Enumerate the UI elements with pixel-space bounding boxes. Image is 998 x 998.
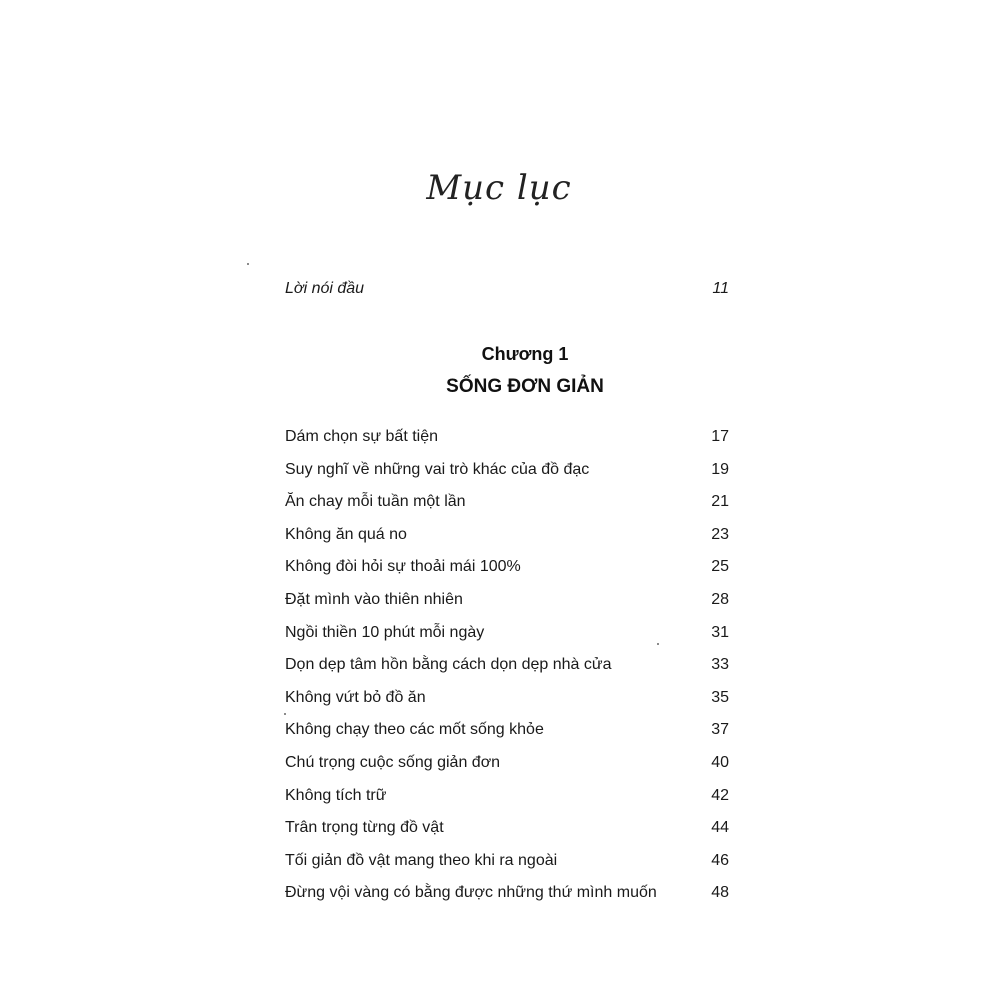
toc-entry <box>285 718 731 751</box>
toc-entry-page: 33 <box>711 656 729 674</box>
toc-entry <box>285 816 731 849</box>
toc-entry <box>285 751 731 784</box>
toc-entry-label: Không vứt bỏ đồ ăn <box>285 688 426 706</box>
toc-entry-label: Ngồi thiền 10 phút mỗi ngày <box>285 623 485 641</box>
toc-entry <box>285 849 731 882</box>
chapter-title: SỐNG ĐƠN GIẢN <box>446 376 604 397</box>
toc-entry-page: 23 <box>711 525 729 543</box>
toc-entry-label: Không ăn quá no <box>285 525 407 543</box>
toc-entry-label: Trân trọng từng đồ vật <box>285 819 444 837</box>
toc-entry-page: 19 <box>711 460 729 478</box>
toc-entry-page: 21 <box>711 493 729 511</box>
toc-entry-page: 44 <box>711 819 729 837</box>
toc-entry-page: 25 <box>711 558 729 576</box>
toc-entry-label: Đặt mình vào thiên nhiên <box>285 590 463 608</box>
toc-entry-label: Tối giản đồ vật mang theo khi ra ngoài <box>285 851 558 869</box>
scan-speck <box>247 263 249 265</box>
toc-entry-page: 46 <box>711 851 729 869</box>
toc-title: Mục lục <box>426 168 572 208</box>
toc-entry-label: Dọn dẹp tâm hồn bằng cách dọn dẹp nhà cửa <box>285 656 612 674</box>
toc-entry-page: 17 <box>711 428 729 445</box>
toc-entry-label: Chú trọng cuộc sống giản đơn <box>285 753 501 771</box>
toc-entry-label: Không đòi hỏi sự thoải mái 100% <box>285 558 521 576</box>
toc-entry-label: Ăn chay mỗi tuần một lần <box>285 493 466 511</box>
toc-entry <box>285 425 731 458</box>
toc-entry-label: Suy nghĩ về những vai trò khác của đồ đạc <box>285 460 590 478</box>
toc-entry-label: Không tích trữ <box>285 786 387 804</box>
toc-entry <box>285 653 731 686</box>
toc-entry <box>285 881 731 914</box>
toc-entry-page: 11 <box>712 280 729 297</box>
toc-entry-page: 35 <box>711 688 729 706</box>
scan-speck <box>284 713 286 715</box>
toc-entry <box>285 621 731 654</box>
toc-entry-page: 28 <box>711 590 729 608</box>
scan-speck <box>657 643 659 645</box>
toc-entry-page: 40 <box>711 753 729 771</box>
toc-entry <box>285 588 731 621</box>
toc-entry-page: 37 <box>711 721 729 739</box>
chapter-heading: Chương 1 <box>481 344 569 364</box>
toc-entry-label: Lời nói đầu <box>285 280 365 297</box>
toc-entry-list <box>285 425 731 914</box>
toc-entry-page: 31 <box>711 623 729 641</box>
toc-entry-label: Đừng vội vàng có bằng được những thứ mình muốn <box>285 884 657 902</box>
toc-entry-page: 48 <box>711 884 729 902</box>
toc-entry <box>285 523 731 556</box>
toc-entry <box>285 458 731 491</box>
toc-entry <box>285 555 731 588</box>
toc-entry <box>285 784 731 817</box>
toc-entry-label: Dám chọn sự bất tiện <box>285 428 439 445</box>
toc-entry <box>285 490 731 523</box>
toc-entry-preface <box>285 280 731 304</box>
toc-entry-page: 42 <box>711 786 729 804</box>
toc-entry <box>285 686 731 719</box>
toc-entry-label: Không chạy theo các mốt sống khỏe <box>285 721 544 739</box>
